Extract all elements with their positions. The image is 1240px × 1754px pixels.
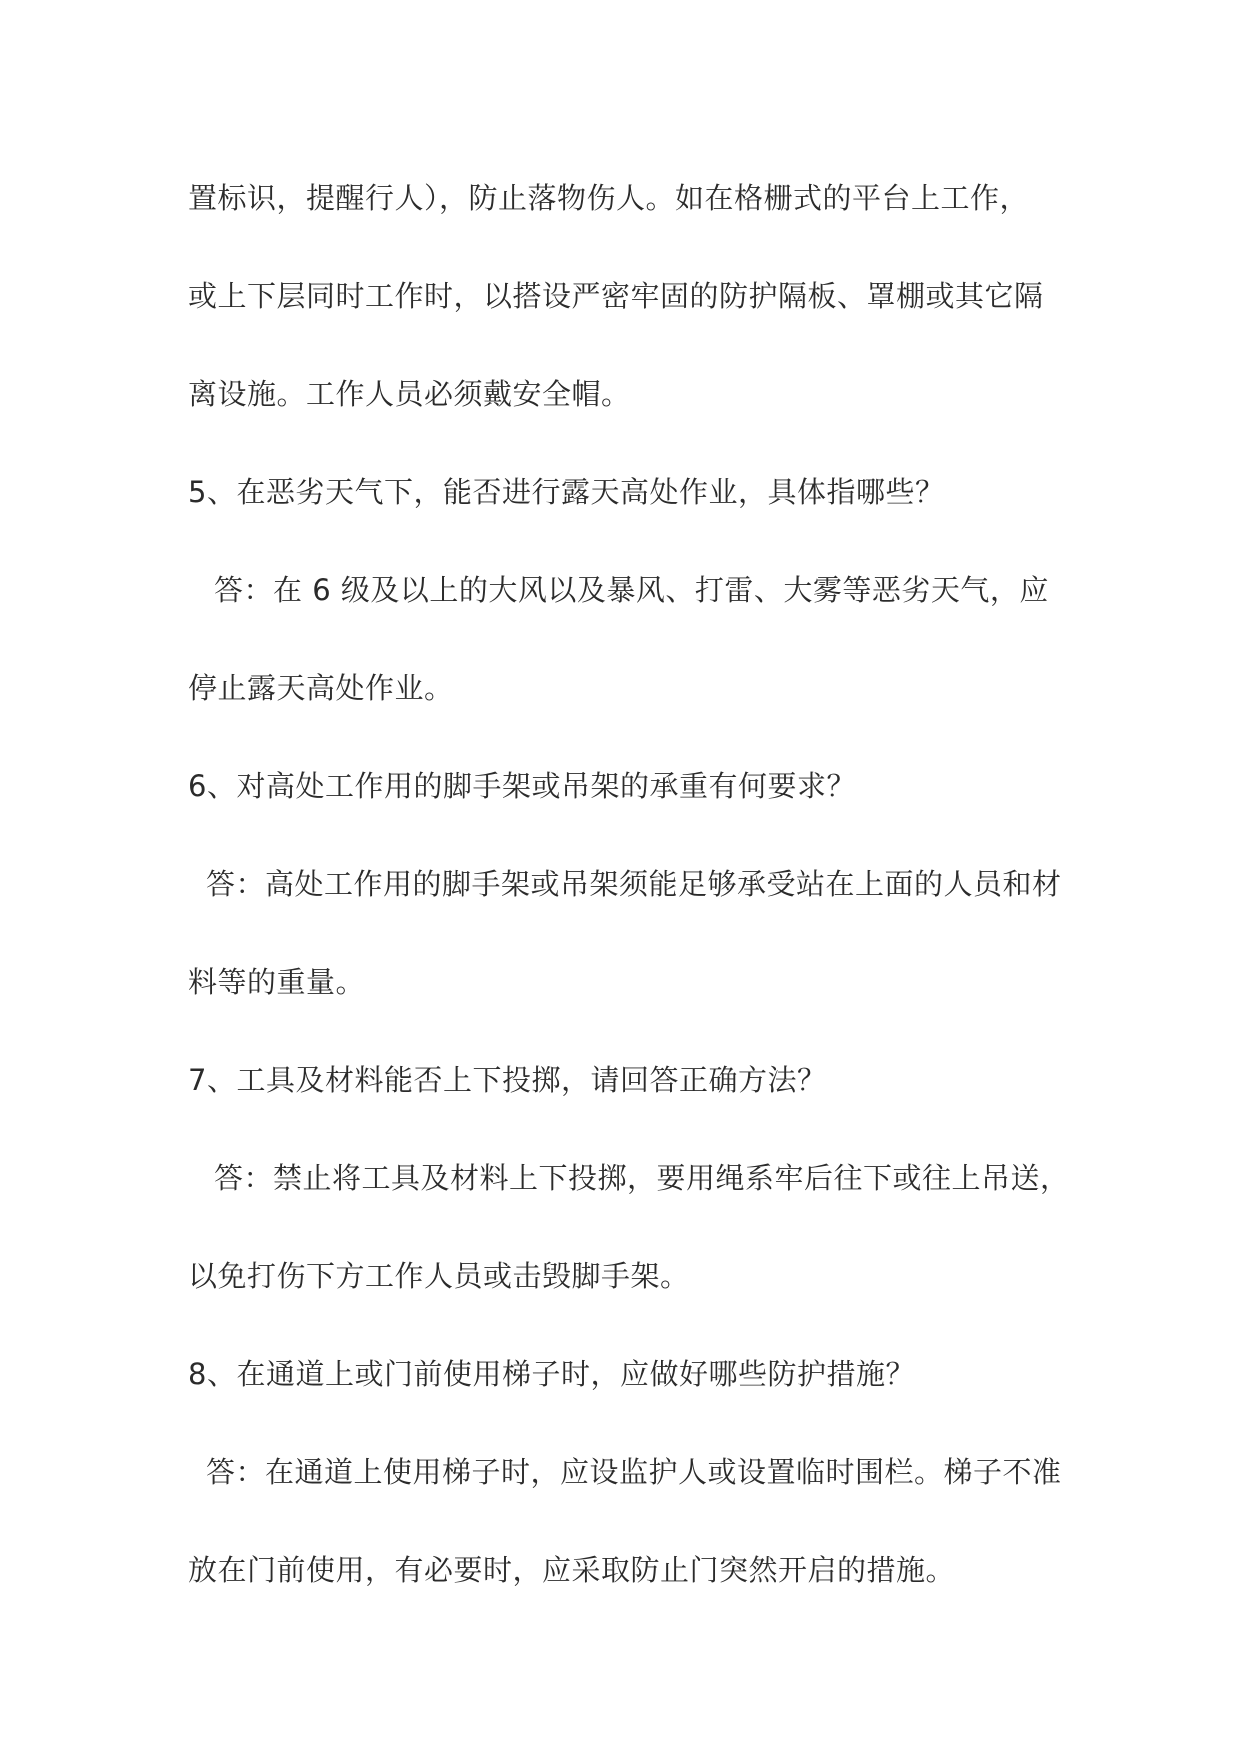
- answer-5-line: 停止露天高处作业。: [188, 671, 454, 705]
- answer-8-line: 放在门前使用，有必要时，应采取防止门突然开启的措施。: [188, 1553, 956, 1587]
- paragraph-continuation-line: 离设施。工作人员必须戴安全帽。: [188, 377, 631, 411]
- paragraph-continuation-line: 置标识，提醒行人），防止落物伤人。如在格栅式的平台上工作，: [188, 181, 1030, 215]
- question-7: 7、工具及材料能否上下投掷，请回答正确方法？: [188, 1063, 827, 1097]
- answer-8-line: 答：在通道上使用梯子时，应设监护人或设置临时围栏。梯子不准: [206, 1455, 1062, 1489]
- question-6: 6、对高处工作用的脚手架或吊架的承重有何要求？: [188, 769, 856, 803]
- answer-6-line: 答：高处工作用的脚手架或吊架须能足够承受站在上面的人员和材: [206, 867, 1062, 901]
- question-5: 5、在恶劣天气下，能否进行露天高处作业，具体指哪些？: [188, 475, 945, 509]
- paragraph-continuation-line: 或上下层同时工作时，以搭设严密牢固的防护隔板、罩棚或其它隔: [188, 279, 1044, 313]
- answer-5-line: 答：在 6 级及以上的大风以及暴风、打雷、大雾等恶劣天气，应: [214, 573, 1049, 607]
- answer-7-line: 以免打伤下方工作人员或击毁脚手架。: [188, 1259, 690, 1293]
- question-8: 8、在通道上或门前使用梯子时，应做好哪些防护措施？: [188, 1357, 915, 1391]
- answer-7-line: 答：禁止将工具及材料上下投掷，要用绳系牢后往下或往上吊送，: [214, 1161, 1070, 1195]
- answer-6-line: 料等的重量。: [188, 965, 366, 999]
